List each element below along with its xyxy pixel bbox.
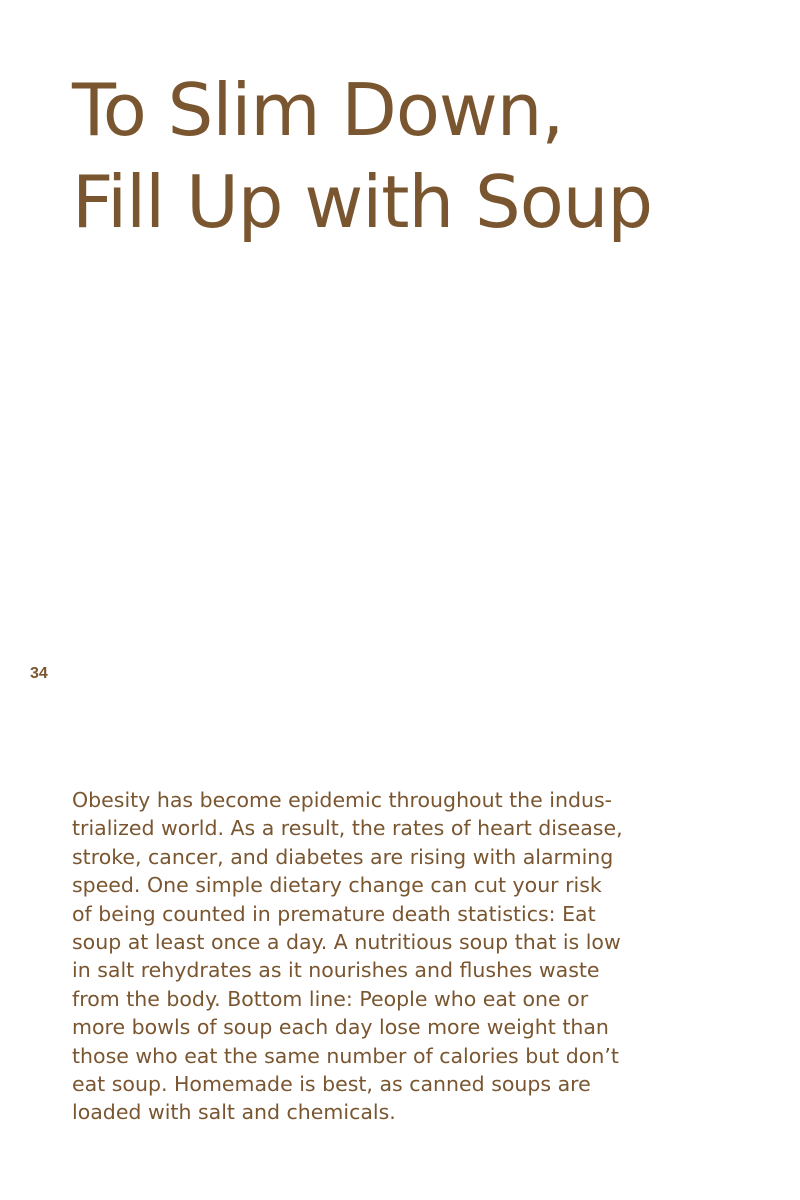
body-line: trialized world. As a result, the rates of heart disease, xyxy=(72,816,623,841)
title-line: Fill Up with Soup xyxy=(72,160,653,244)
body-paragraph xyxy=(72,786,712,1127)
body-line: eat soup. Homemade is best, as canned soups are xyxy=(72,1072,591,1097)
body-line: Obesity has become epidemic throughout the indus- xyxy=(72,788,613,812)
body-line: soup at least once a day. A nutritious soup that is low xyxy=(72,930,621,955)
body-line: more bowls of soup each day lose more weight than xyxy=(72,1015,609,1040)
page-number: 34 xyxy=(30,665,48,682)
title-line: To Slim Down, xyxy=(72,68,564,152)
page-title xyxy=(72,64,772,248)
body-line: stroke, cancer, and diabetes are rising with alarming xyxy=(72,844,614,869)
body-line: those who eat the same number of calories but don’t xyxy=(72,1043,619,1068)
body-line: speed. One simple dietary change can cut your risk xyxy=(72,873,602,898)
body-line: loaded with salt and chemicals. xyxy=(72,1100,396,1125)
body-line: of being counted in premature death statistics: Eat xyxy=(72,901,596,926)
body-line: in salt rehydrates as it nourishes and flushes waste xyxy=(72,958,600,983)
body-line: from the body. Bottom line: People who eat one or xyxy=(72,986,589,1011)
